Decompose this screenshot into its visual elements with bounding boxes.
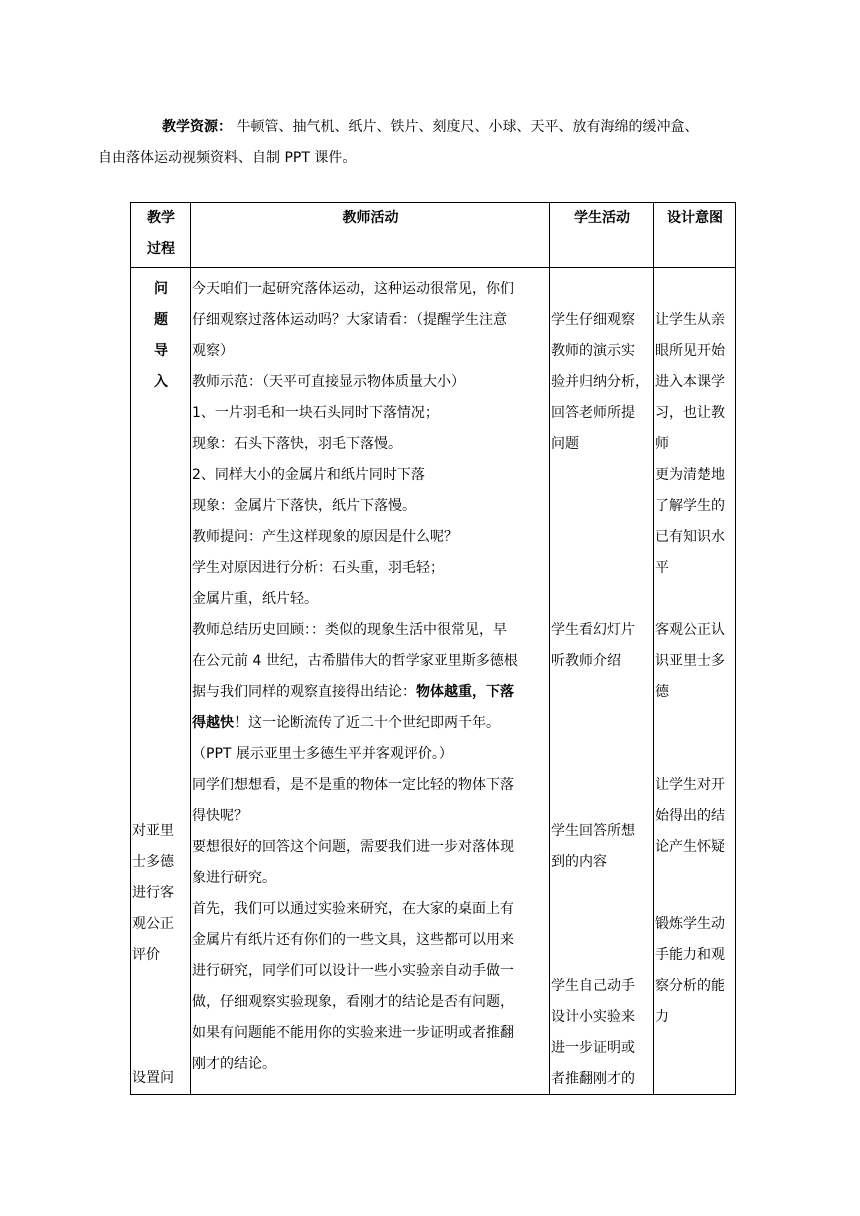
teacher-activity-cell: 今天咱们一起研究落体运动，这种运动很常见，你们 仔细观察过落体运动吗？大家请看：（提醒学生注意 观察） 教师示范：（天平可直接显示物体质量大小） 1、一片羽毛和一块石头同时下落情况； 现象：石头下落快，羽毛下落慢。 2、同样大小的金属片和纸片同时下落 现象：金属片下落快，纸片下落慢。 教师提问：产生这样现象的原因是什么呢？ 学生对原因进行分析：石头重，羽毛轻； 金属片重，纸片轻。 教师总结历史回顾：：类似的现象生活中很常见，早 在公元前 4 世纪，古希腊伟大的哲学家亚里斯多德根 据与我们同样的观察直接得出结论：物体越重，下落 得越快！这一论断流传了近二十个世纪即两千年。 （PPT 展示亚里士多德生平并客观评价。） 同学们想想看，是不是重的物体一定比轻的物体下落 得快呢？ 要想很好的回答这个问题，需要我们进一步对落体现 象进行研究。 首先，我们可以通过实验来研究，在大家的桌面上有 金属片有纸片还有你们的一些文具，这些都可以用来 进行研究，同学们可以设计一些小实验亲自动手做一 做，仔细观察实验现象，看刚才的结论是否有问题， 如果有问题能不能用你的实验来进一步证明或者推翻 刚才的结论。: [191, 268, 550, 1095]
header-student-activity: 学生活动: [550, 203, 654, 268]
table-header-row: [131, 203, 736, 268]
teaching-resources-paragraph: [98, 112, 742, 174]
student-activity-cell: 学生仔细观察 教师的演示实 验并归纳分析， 回答老师所提 问题 学生看幻灯片 听教师介绍 学生回答所想 到的内容 学生自己动手 设计小实验来 进一步证明或 者推翻刚才的: [550, 268, 654, 1095]
lesson-plan-table: [130, 202, 736, 1095]
design-intent-cell: 让学生从亲 眼所见开始 进入本课学 习，也让教 师 更为清楚地 了解学生的 已有知识水 平 客观公正认 识亚里士多 德 让学生对开 始得出的结 论产生怀疑 锻炼学生动 手能力和观 察分析的能 力: [654, 268, 736, 1095]
teaching-resources-text-1: 牛顿管、抽气机、纸片、铁片、刻度尺、小球、天平、放有海绵的缓冲盒、: [232, 119, 699, 135]
header-design-intent: 设计意图: [654, 203, 736, 268]
table-row: [131, 268, 736, 1095]
header-process: 教学 过程: [131, 203, 191, 268]
process-cell: 问 题 导 入 对亚里 士多德 进行客 观公正 评价 设置问: [131, 268, 191, 1095]
conclusion-bold-2: 得越快: [192, 715, 234, 731]
teaching-resources-text-2: 自由落体运动视频资料、自制 PPT 课件。: [98, 150, 357, 166]
conclusion-bold-1: 物体越重，下落: [416, 684, 514, 700]
teaching-resources-label: 教学资源：: [162, 119, 232, 135]
header-teacher-activity: 教师活动: [191, 203, 550, 268]
